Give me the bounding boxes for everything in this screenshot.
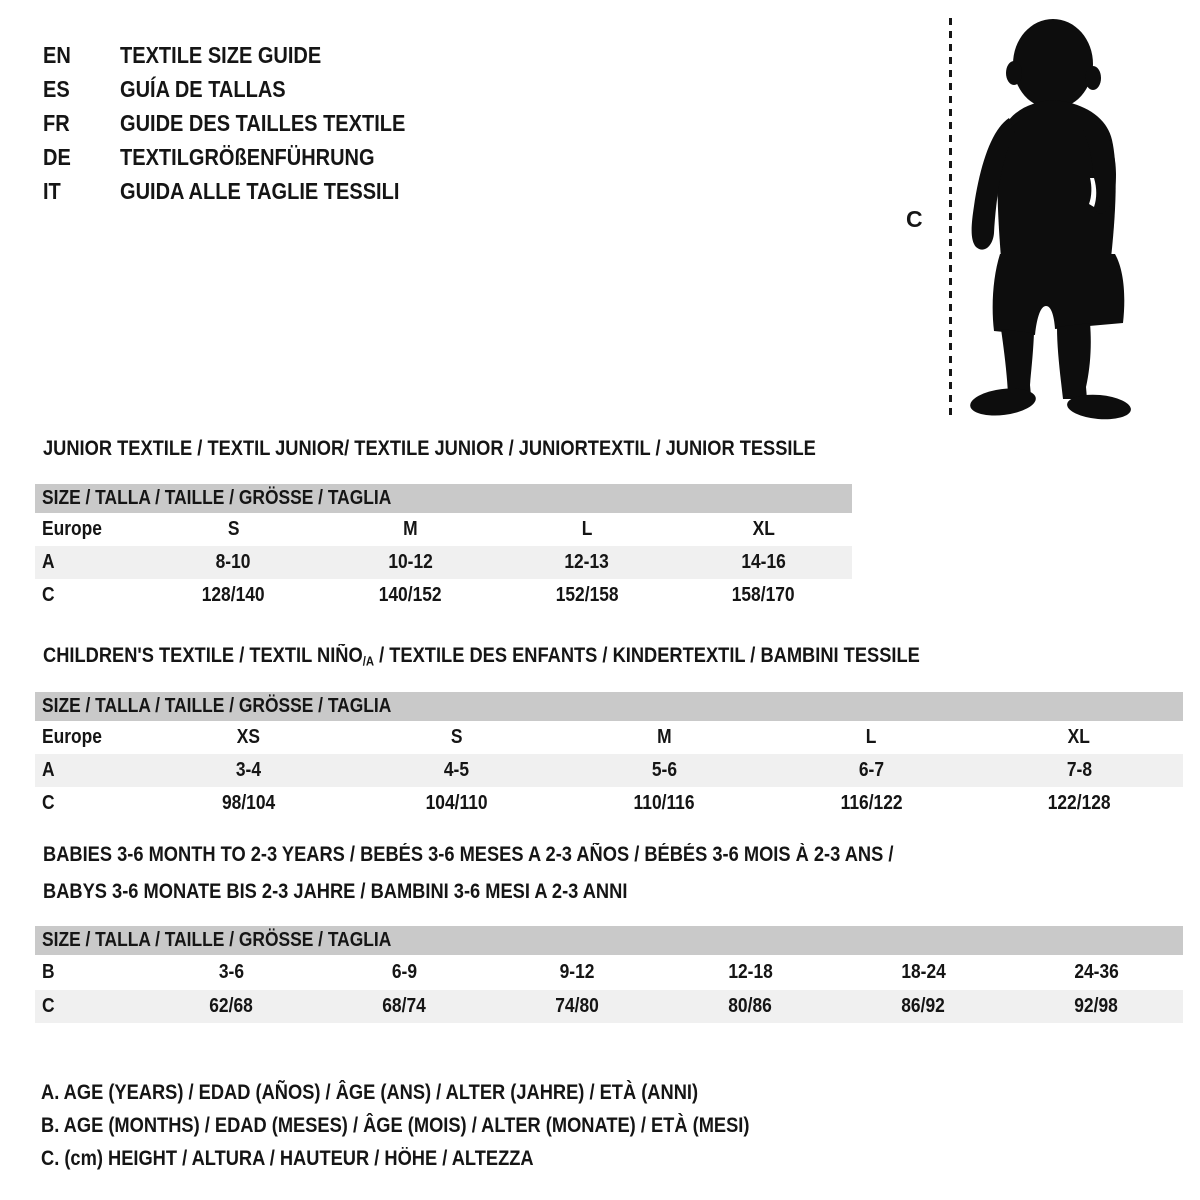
age-cell: 6-9 (391, 961, 418, 983)
age-cell: 5-6 (651, 759, 677, 781)
legend-line-c: C. (cm) HEIGHT / ALTURA / HAUTEUR / HÖHE / ALTEZZA (41, 1147, 534, 1170)
size-header-bar: SIZE / TALLA / TAILLE / GRÖSSE / TAGLIA (35, 484, 852, 513)
row-label: Europe (42, 726, 102, 748)
table-row (35, 754, 1183, 787)
height-cell: 152/158 (555, 584, 619, 606)
size-cell: S (450, 726, 463, 748)
age-cell: 3-6 (218, 961, 245, 983)
size-cell: L (866, 726, 877, 748)
height-measure-dashed-line (949, 18, 952, 416)
guide-title-de: TEXTILGRÖßENFÜHRUNG (120, 143, 375, 170)
size-header-bar: SIZE / TALLA / TAILLE / GRÖSSE / TAGLIA (35, 926, 1183, 955)
section-title-children: CHILDREN'S TEXTILE / TEXTIL $NIÑO_{/A}$ / TEXTILE DES ENFANTS / KINDERTEXTIL / BAMBINI TESSILE (43, 644, 920, 669)
height-cell: 128/140 (201, 584, 265, 606)
height-cell: 62/68 (209, 995, 254, 1017)
row-label: A (42, 551, 55, 573)
size-cell: S (227, 518, 240, 540)
height-cell: 86/92 (901, 995, 946, 1017)
section-title-babies-line2: BABYS 3-6 MONATE BIS 2-3 JAHRE / BAMBINI 3-6 MESI A 2-3 ANNI (43, 880, 628, 903)
title-subscript: /A (362, 653, 375, 669)
age-cell: 9-12 (560, 961, 595, 983)
age-cell: 12-18 (728, 961, 773, 983)
legend-line-a: A. AGE (YEARS) / EDAD (AÑOS) / ÂGE (ANS) / ALTER (JAHRE) / ETÀ (ANNI) (41, 1081, 699, 1104)
table-row (35, 787, 1183, 820)
age-cell: 6-7 (859, 759, 885, 781)
size-cell: L (581, 518, 593, 540)
height-cell: 104/110 (425, 792, 488, 814)
age-cell: 10-12 (387, 551, 433, 573)
height-cell: 80/86 (728, 995, 773, 1017)
age-cell: 14-16 (741, 551, 786, 573)
language-code: IT (43, 177, 61, 204)
height-cell: 74/80 (555, 995, 600, 1017)
guide-title-en: TEXTILE SIZE GUIDE (120, 41, 322, 68)
babies-size-table (35, 926, 1183, 1023)
list-item (43, 174, 448, 208)
size-cell: M (656, 726, 672, 748)
row-label: B (42, 961, 55, 983)
table-row (35, 955, 1183, 990)
list-item (43, 72, 448, 106)
table-row (35, 721, 1183, 754)
section-title-junior: JUNIOR TEXTILE / TEXTIL JUNIOR/ TEXTILE JUNIOR / JUNIORTEXTIL / JUNIOR TESSILE (43, 437, 816, 460)
language-code: ES (43, 75, 70, 102)
table-row (35, 579, 852, 612)
age-cell: 8-10 (215, 551, 251, 573)
age-cell: 3-4 (236, 759, 262, 781)
section-title-babies-line1: BABIES 3-6 MONTH TO 2-3 YEARS / BEBÉS 3-6 MESES A 2-3 AÑOS / BÉBÉS 3-6 MOIS À 2-3 ANS / (43, 843, 894, 866)
size-cell: XL (1068, 726, 1091, 748)
toddler-silhouette-image (963, 16, 1143, 420)
height-cell: 92/98 (1074, 995, 1119, 1017)
language-code: FR (43, 109, 70, 136)
row-label: A (42, 759, 55, 781)
age-cell: 24-36 (1074, 961, 1119, 983)
age-cell: 12-13 (564, 551, 610, 573)
row-label: Europe (42, 518, 102, 540)
size-header-bar: SIZE / TALLA / TAILLE / GRÖSSE / TAGLIA (35, 692, 1183, 721)
height-cell: 98/104 (222, 792, 276, 814)
age-cell: 4-5 (443, 759, 469, 781)
size-cell: XL (752, 518, 775, 540)
junior-size-table (35, 484, 852, 612)
language-title-list (43, 38, 448, 208)
age-cell: 18-24 (901, 961, 946, 983)
age-cell: 7-8 (1066, 759, 1092, 781)
list-item (43, 140, 448, 174)
row-label: C (42, 792, 55, 814)
guide-title-it: GUIDA ALLE TAGLIE TESSILI (120, 177, 400, 204)
measurement-legend (41, 1076, 855, 1175)
height-cell: 122/128 (1047, 792, 1111, 814)
height-cell: 158/170 (732, 584, 796, 606)
guide-title-fr: GUIDE DES TAILLES TEXTILE (120, 109, 406, 136)
language-code: DE (43, 143, 71, 170)
size-cell: M (402, 518, 418, 540)
children-size-table (35, 692, 1183, 820)
guide-title-es: GUÍA DE TALLAS (120, 75, 286, 102)
row-label: C (42, 995, 55, 1017)
table-row (35, 990, 1183, 1023)
list-item (43, 106, 448, 140)
legend-line-b: B. AGE (MONTHS) / EDAD (MESES) / ÂGE (MOIS) / ALTER (MONATE) / ETÀ (MESI) (41, 1114, 750, 1137)
size-cell: XS (237, 726, 261, 748)
table-row (35, 513, 852, 546)
height-cell: 110/116 (633, 792, 695, 814)
row-label: C (42, 584, 55, 606)
list-item (43, 38, 448, 72)
height-cell: 116/122 (840, 792, 903, 814)
height-measure-label: C (906, 206, 923, 232)
height-cell: 68/74 (382, 995, 427, 1017)
table-row (35, 546, 852, 579)
height-cell: 140/152 (378, 584, 442, 606)
language-code: EN (43, 41, 71, 68)
